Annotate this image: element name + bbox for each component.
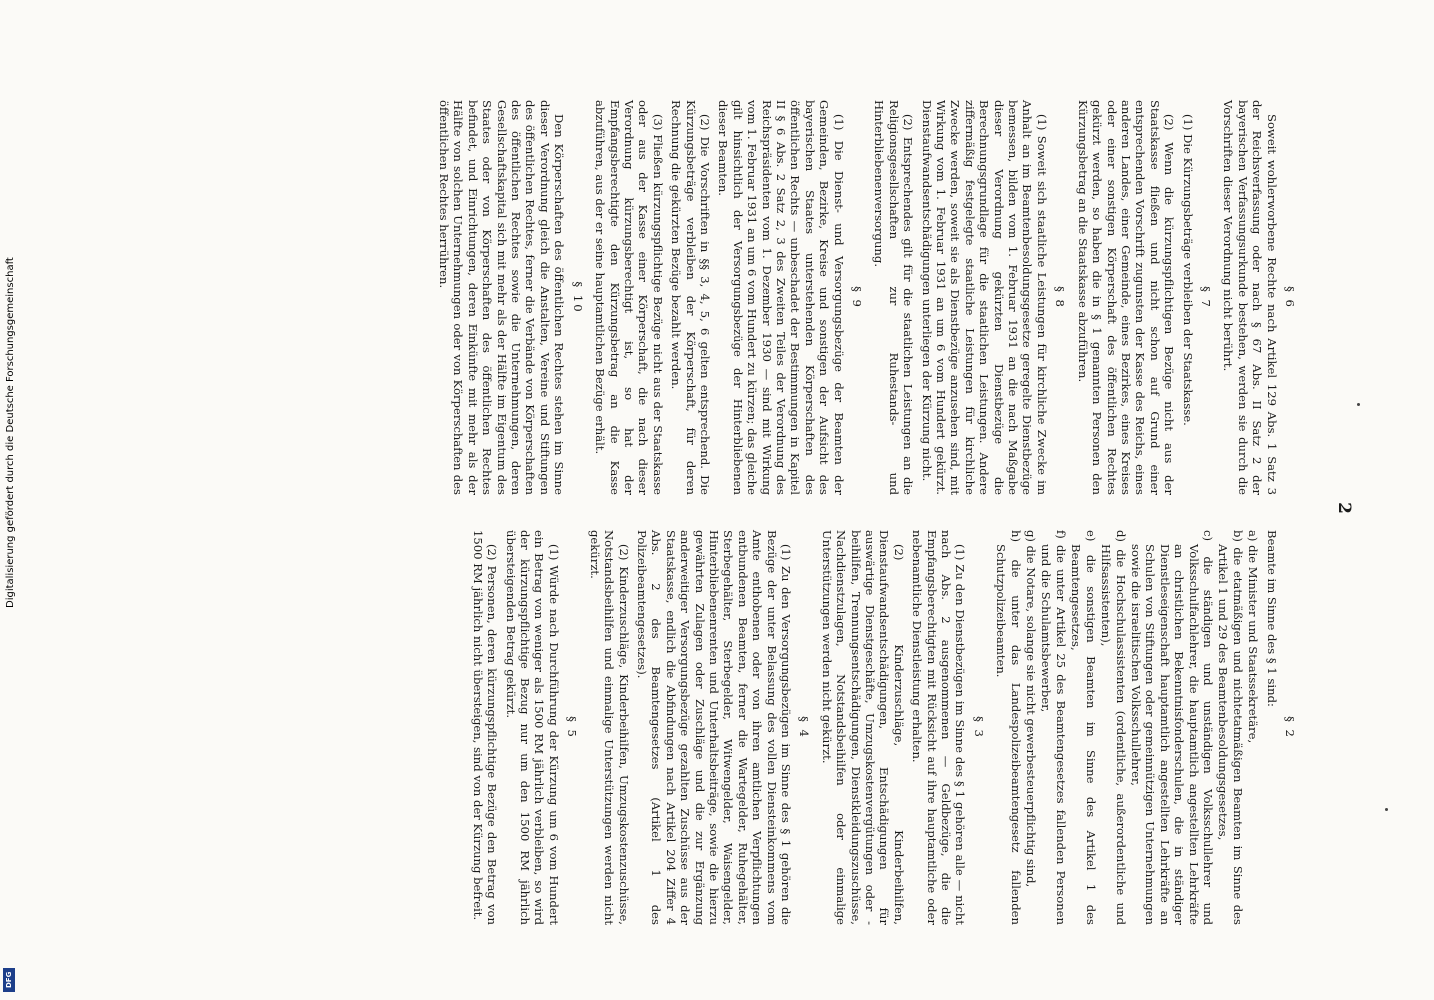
section-heading-2: § 2 [1283, 716, 1297, 739]
speck [1357, 403, 1360, 406]
list-item: f) die unter Artikel 25 des Beamtengesetzes fallenden Personen und die Schulamtsbewerber, [1039, 530, 1068, 925]
list-item: g) die Notare, solange sie nicht gewerbesteuerpflichtig sind, [1024, 530, 1039, 888]
section-heading-7: § 7 [1198, 286, 1213, 309]
column-left-page [466, 530, 1305, 925]
list-item: c) die ständigen und unständigen Volksschullehrer und Volksschulfachlehrer, die hauptamtlich angestellten Lehrkräfte an christlichen Bekenntnisfonderschulen, die in ständiger Dienstleseigenschaft hauptamtlich angestellten Lehrkräfte an Schulen von Stiftungen oder gemeinnützigen Unternehmungen sowie die israelitischen Volksschullehrer, [1128, 530, 1215, 925]
column-right-page [433, 100, 1305, 495]
list-item: e) die sonstigen Beamten im Sinne des Artikel 1 des Beamtengesetzes, [1069, 530, 1098, 925]
list-item: b) die etatmäßigen und nichtetatmäßigen Beamten im Sinne des Artikel 1 und 29 des Beamtenbesoldungsgesetzes, [1216, 530, 1245, 925]
section-8-paragraph-1: (1) Soweit sich staatliche Leistungen für kirchliche Zwecke im Anhalt an im Beamtenbesoldungsgesetze geregelte Dienstbezüge bemessen, bilden vom 1. Februar 1931 an die nach Maßgabe dieser Verordnung gekürzten Dienstbezüge die Berechnungsgrundlage für die staatlichen Leistungen. Andere ziffermäßig festgelegte staatliche Leistungen für kirchliche Zwecke werden, soweit sie als Dienstbezüge anzusehen sind, mit Wirkung vom 1. Februar 1931 an um 6 vom Hundert gekürzt. Dienstaufwandsentschädigungen unterliegen der Kürzung nicht. [919, 100, 1049, 495]
speck [1385, 808, 1388, 811]
section-6-paragraph: Soweit wohlerworbene Rechte nach Artikel 129 Abs. 1 Satz 3 der Reichsverfassung oder nach § 67 Abs. II Satz 2 der bayerischen Verfassungsurkunde bestehen, werden sie durch die Vorschriften dieser Verordnung nicht berührt. [1221, 100, 1279, 495]
section-5-paragraph-2: (2) Personen, deren kürzungspflichtige Bezüge den Betrag von 1500 RM jährlich nicht übersteigen, sind von der Kürzung befreit. [470, 530, 500, 925]
list-item: h) die unter das Landespolizeibeamtengesetz fallenden Schutzpolizeibeamten. [994, 530, 1023, 925]
section-7-paragraph-1: (1) Die Kürzungsbeträge verbleiben der Staatskasse. [1180, 114, 1195, 426]
section-heading-5: § 5 [565, 716, 580, 739]
section-9-paragraph-2: (2) Die Vorschriften in §§ 3, 4, 5, 6 gelten entsprechend. Die Kürzungsbeträge verbleiben der Körperschaft, für deren Rechnung die gekürzten Bezüge bezahlt werden. [669, 100, 712, 495]
section-2-intro: Beamte im Sinne des § 1 sind: [1264, 530, 1279, 707]
page-number: 2 [1333, 502, 1354, 514]
section-3-paragraph-2: (2) Kinderzuschläge, Kinderbeihilfen, Dienstaufwandsentschädigungen, Entschädigungen für auswärtige Dienstgeschäfte, Umzugskostenvergütungen oder -beihilfen, Trennungsentschädigungen, Dienstkleidungszuschüsse, Nachdienstzulagen, Notstandsbeihilfen oder einmalige Unterstützungen werden nicht gekürzt. [819, 530, 906, 925]
list-item: d) die Hochschulassistenten (ordentliche, außerordentliche und Hilfsassistenten), [1099, 530, 1128, 925]
section-9-paragraph-3: (3) Fließen kürzungspflichtige Bezüge nicht aus der Staatskasse oder aus der Kasse einer Körperschaft, die nach dieser Verordnung kürzungsberechtigt ist, so hat der Empfangsberechtigte den Kürzungsbetrag an die Kasse abzuführen, aus der er seine hauptamtlichen Bezüge erhält. [593, 100, 665, 495]
section-4-paragraph-2: (2) Kinderzuschläge, Kinderbeihilfen, Umzugskostenzuschüsse, Notstandsbeihilfen und einmalige Unterstützungen werden nicht gekürzt. [587, 530, 631, 925]
dfg-logo: DFG [3, 968, 15, 992]
section-heading-8: § 8 [1053, 286, 1068, 309]
section-heading-3: § 3 [971, 716, 986, 739]
section-9-paragraph-1: (1) Die Dienst- und Versorgungsbezüge der Beamten der Gemeinden, Bezirke, Kreise und sonstigen der Aufsicht des bayerischen Staates unterstehenden Körperschaften des öffentlichen Rechts — unbeschadet der Bestimmungen in Kapitel II § 6 Abs. 2 Satz 2, 3 des Zweiten Teiles der Verordnung des Reichspräsidenten vom 1. Dezember 1930 — sind mit Wirkung vom 1. Februar 1931 an um 6 vom Hundert zu kürzen; das gleiche gilt hinsichtlich der Versorgungsbezüge der Hinterbliebenen dieser Beamten. [716, 100, 846, 495]
digitization-credit: Digitalisierung gefördert durch die Deutsche Forschungsgemeinschaft [5, 257, 16, 608]
list-item: a) die Minister und Staatssekretäre, [1246, 530, 1261, 744]
section-heading-6: § 6 [1283, 286, 1297, 309]
section-10-paragraph: Den Körperschaften des öffentlichen Rechtes stehen im Sinne dieser Verordnung gleich die Anstalten, Vereine und Stiftungen des öffentlichen Rechtes, ferner die Verbände von Körperschaften des öffentlichen Rechtes sowie die Unternehmungen, deren Gesellschaftskapital sich mit mehr als der Hälfte im Eigentum des Staates oder von Körperschaften des öffentlichen Rechtes befindet, und Einrichtungen, deren Einkünfte mit mehr als der Hälfte von solchen Unternehmungen oder von Körperschaften des öffentlichen Rechtes herrühren. [437, 100, 567, 495]
section-heading-10: § 10 [570, 281, 585, 314]
section-7-paragraph-2: (2) Wenn die kürzungspflichtigen Bezüge nicht aus der Staatskasse fließen und nicht schon auf Grund einer entsprechenden Vorschrift zugunsten der Kasse des Reichs, eines anderen Landes, einer Gemeinde, eines Bezirkes, eines Kreises oder einer sonstigen Körperschaft des öffentlichen Rechtes gekürzt werden, so haben die in § 1 genannten Personen den Kürzungsbetrag an die Staatskasse abzuführen. [1075, 100, 1177, 495]
section-3-paragraph-1: (1) Zu den Dienstbezügen im Sinne des § 1 gehören alle — nicht nach Abs. 2 ausgenommenen — Geldbezüge, die die Empfangsberechtigten mit Rücksicht auf ihre hauptamtliche oder nebenamtliche Dienstleistung erhalten. [910, 530, 968, 925]
section-heading-4: § 4 [797, 716, 812, 739]
section-4-paragraph-1: (1) Zu den Versorgungsbezügen im Sinne des § 1 gehören die Bezüge der unter Belassung des vollen Diensteinkommens vom Amte enthobenen oder von ihren amtlichen Verpflichtungen entbundenen Beamten, ferner die Wartegelder, Ruhegehälter, Sterbegehälter, Sterbegelder, Witwengelder, Waisengelder, Hinterbliebenenrenten und Unterhaltsbeiträge, sowie die hierzu gewährten Zulagen oder Zuschläge und die zur Ergänzung anderweitiger Versorgungsbezüge gezahlten Zuschüsse aus der Staatskasse, endlich die Abfindungen nach Artikel 204 Ziffer 4 Abs. 2 des Beamtengesetzes (Artikel 1 des Polizeibeamtengesetzes). [634, 530, 793, 925]
section-8-paragraph-2: (2) Entsprechendes gilt für die staatlichen Leistungen an die Religionsgesellschaften zur Ruhestands- und Hinterbliebenenversorgung. [872, 100, 916, 495]
section-5-paragraph-1: (1) Würde nach Durchführung der Kürzung um 6 vom Hundert ein Betrag von weniger als 1500 RM jährlich verbleiben, so wird der kürzungspflichtige Bezug nur um den 1500 RM jährlich übersteigenden Betrag gekürzt. [503, 530, 561, 925]
section-heading-9: § 9 [850, 286, 865, 309]
rotated-text-block [105, 100, 1305, 960]
